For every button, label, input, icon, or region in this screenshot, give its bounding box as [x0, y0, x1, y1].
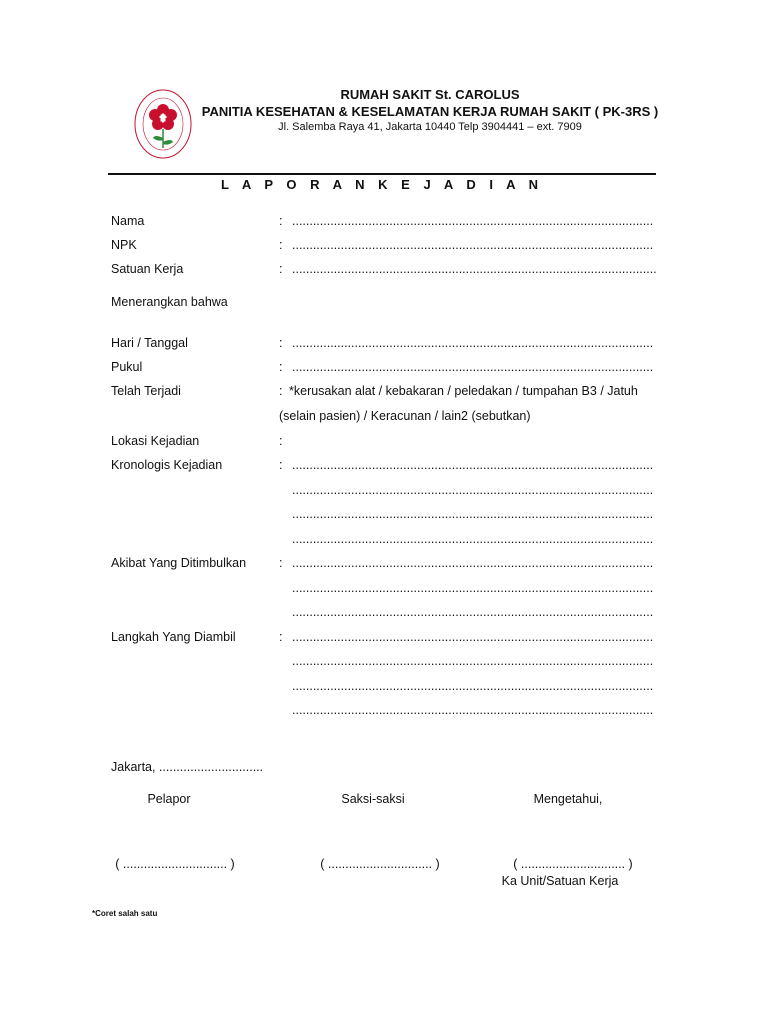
sig-title-saksi: Saksi-saksi [341, 792, 405, 806]
field-akibat-line[interactable]: ........................................................................................................ [292, 556, 654, 570]
sig-line-mengetahui[interactable]: ( .............................. ) [513, 857, 633, 871]
field-kronologis-line[interactable]: ........................................................................................................ [292, 458, 654, 472]
colon-telah-terjadi: : [279, 384, 283, 398]
label-langkah: Langkah Yang Diambil [111, 630, 236, 644]
field-langkah-line[interactable]: ........................................................................................................ [292, 654, 654, 668]
field-langkah-line[interactable]: ........................................................................................................ [292, 630, 654, 644]
field-npk[interactable]: ........................................................................................................ [292, 238, 654, 252]
colon-hari-tanggal: : [279, 336, 283, 350]
field-kronologis-line[interactable]: ........................................................................................................ [292, 483, 654, 497]
label-pukul: Pukul [111, 360, 143, 374]
incident-options-line2: (selain pasien) / Keracunan / lain2 (sebutkan) [279, 409, 531, 423]
label-kronologis: Kronologis Kejadian [111, 458, 223, 472]
label-npk: NPK [111, 238, 137, 252]
field-kronologis-line[interactable]: ........................................................................................................ [292, 532, 654, 546]
field-akibat-line[interactable]: ........................................................................................................ [292, 581, 654, 595]
committee-name: PANITIA KESEHATAN & KESELAMATAN KERJA RUMAH SAKIT ( PK-3RS ) [201, 104, 659, 119]
incident-options-line1: *kerusakan alat / kebakaran / peledakan / tumpahan B3 / Jatuh [289, 384, 638, 398]
label-akibat: Akibat Yang Ditimbulkan [111, 556, 247, 570]
label-nama: Nama [111, 214, 145, 228]
form-title: L A P O R A N K E J A D I A N [221, 177, 543, 192]
field-langkah-line[interactable]: ........................................................................................................ [292, 703, 654, 717]
label-satuan-kerja: Satuan Kerja [111, 262, 184, 276]
sig-line-pelapor[interactable]: ( .............................. ) [115, 857, 235, 871]
hospital-name: RUMAH SAKIT St. CAROLUS [340, 87, 520, 102]
label-menerangkan: Menerangkan bahwa [111, 295, 228, 309]
field-nama[interactable]: ........................................................................................................ [292, 214, 654, 228]
field-pukul[interactable]: ........................................................................................................ [292, 360, 654, 374]
colon-npk: : [279, 238, 283, 252]
label-lokasi: Lokasi Kejadian [111, 434, 200, 448]
field-langkah-line[interactable]: ........................................................................................................ [292, 679, 654, 693]
sig-title-mengetahui: Mengetahui, [533, 792, 603, 806]
colon-nama: : [279, 214, 283, 228]
hospital-address: Jl. Salemba Raya 41, Jakarta 10440 Telp 3904441 – ext. 7909 [278, 121, 582, 133]
colon-kronologis: : [279, 458, 283, 472]
field-akibat-line[interactable]: ........................................................................................................ [292, 605, 654, 619]
colon-pukul: : [279, 360, 283, 374]
colon-satuan-kerja: : [279, 262, 283, 276]
place-date: Jakarta, .............................. [111, 760, 264, 774]
hospital-logo [133, 88, 193, 160]
header-divider [108, 173, 656, 175]
colon-lokasi: : [279, 434, 283, 448]
colon-akibat: : [279, 556, 283, 570]
sig-title-pelapor: Pelapor [147, 792, 191, 806]
sig-line-saksi[interactable]: ( .............................. ) [320, 857, 440, 871]
label-telah-terjadi: Telah Terjadi [111, 384, 181, 398]
field-hari-tanggal[interactable]: ........................................................................................................ [292, 336, 654, 350]
sig-role-mengetahui: Ka Unit/Satuan Kerja [501, 874, 619, 888]
footnote: *Coret salah satu [92, 909, 158, 918]
field-kronologis-line[interactable]: ........................................................................................................ [292, 507, 654, 521]
label-hari-tanggal: Hari / Tanggal [111, 336, 188, 350]
colon-langkah: : [279, 630, 283, 644]
field-satuan-kerja[interactable]: ......................................................................................................... [292, 262, 657, 276]
